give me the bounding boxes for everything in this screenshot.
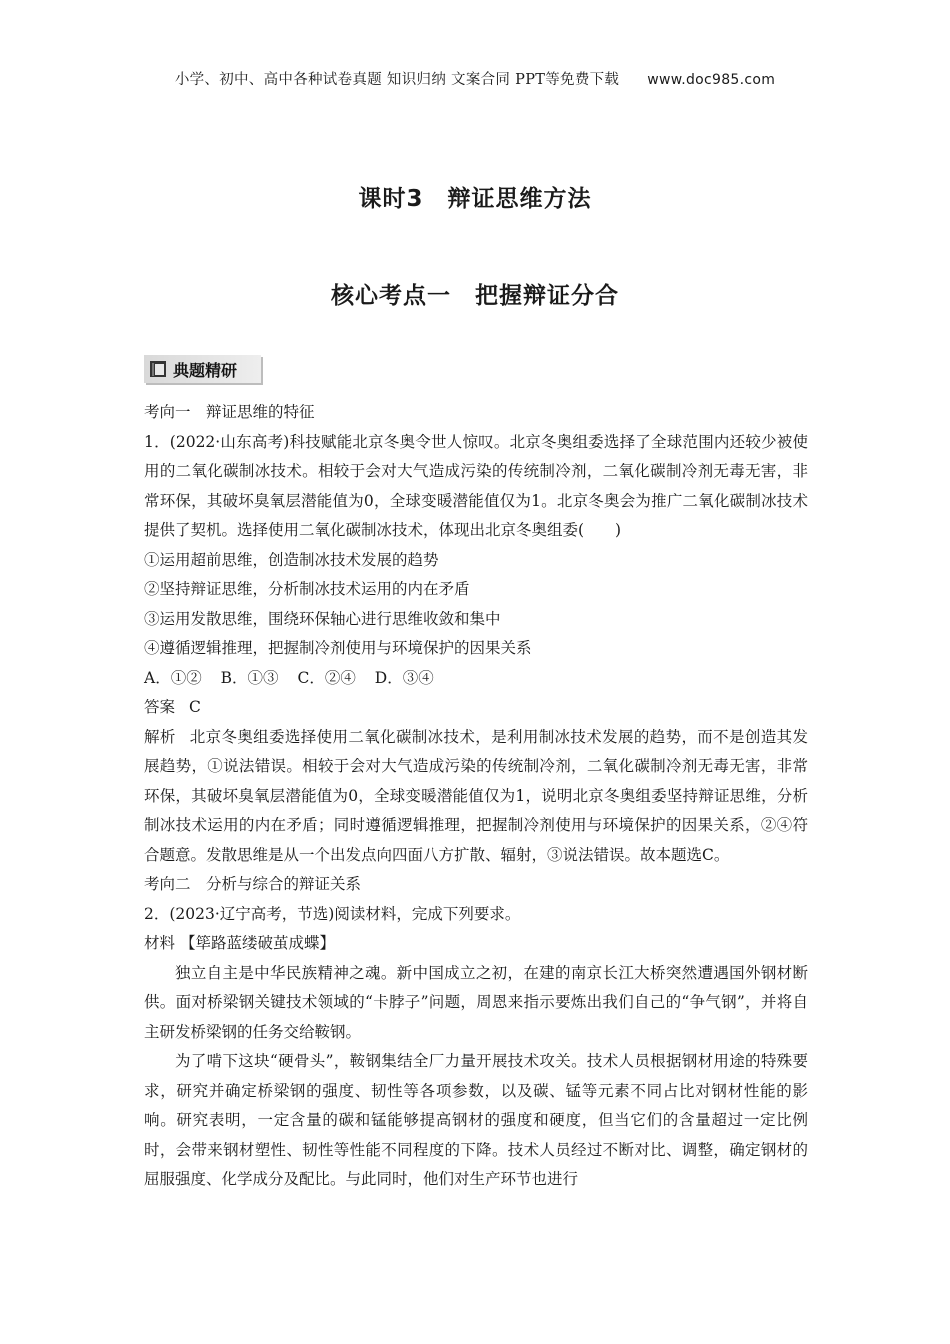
answer-line [144,693,808,723]
option-a: A．①② [144,668,202,687]
direction-heading-2: 考向二 分析与综合的辩证关系 [144,875,362,893]
material-paragraph: 独立自主是中华民族精神之魂。新中国成立之初，在建的南京长江大桥突然遭遇国外钢材断供。面对桥梁钢关键技术领域的“卡脖子”问题，周恩来指示要炼出我们自己的“争气钢”，并将自主研发桥梁钢的任务交给鞍钢。 [144,963,808,1041]
choice-item: ④遵循逻辑推理，把握制冷剂使用与环境保护的因果关系 [144,639,532,657]
page-header [0,68,950,89]
option-c: C．②④ [297,668,356,687]
direction-heading-1: 考向一 辩证思维的特征 [144,403,315,421]
choice-item: ③运用发散思维，围绕环保轴心进行思维收敛和集中 [144,609,501,628]
analysis-paragraph [144,723,808,871]
badge-label: 典题精研 [173,360,238,380]
section-title: 核心考点一 把握辩证分合 [331,283,619,309]
option-d: D．③④ [374,668,434,687]
option-b: B．①③ [220,668,279,687]
choice-item: ②坚持辩证思维，分析制冰技术运用的内在矛盾 [144,580,470,598]
analysis-label: 解析 [144,727,176,746]
material-paragraph: 为了啃下这块“硬骨头”，鞍钢集结全厂力量开展技术攻关。技术人员根据钢材用途的特殊要求，研究并确定桥梁钢的强度、韧性等各项参数，以及碳、锰等元素不同占比对钢材性能的影响。研究表明，一定含量的碳和锰能够提高钢材的强度和硬度，但当它们的含量超过一定比例时，会带来钢材塑性、韧性等性能不同程度的下降。技术人员经过不断对比、调整，确定钢材的屈服强度、化学成分及配比。与此同时，他们对生产环节也进行 [144,1052,808,1188]
document-body [144,398,808,1195]
header-text: 小学、初中、高中各种试卷真题 知识归纳 文案合同 PPT等免费下载 [174,72,620,88]
page-title: 课时3 辩证思维方法 [358,186,592,212]
analysis-text: 北京冬奥组委选择使用二氧化碳制冰技术，是利用制冰技术发展的趋势，而不是创造其发展趋势，①说法错误。相较于会对大气造成污染的传统制冷剂，二氧化碳制冷剂无毒无害，非常环保，其破坏臭氧层潜能值为0，全球变暖潜能值仅为1，说明北京冬奥组委坚持辩证思维，分析制冰技术运用的内在矛盾；同时遵循逻辑推理，把握制冷剂使用与环境保护的因果关系，②④符合题意。发散思维是从一个出发点向四面八方扩散、辐射，③说法错误。故本题选C。 [144,727,808,864]
header-site-link[interactable]: www.doc985.com [647,72,776,88]
answer-label: 答案 [144,698,176,716]
section-badge [144,355,261,383]
material-line [144,929,808,959]
material-title: 【筚路蓝缕破茧成蝶】 [179,934,335,952]
material-label: 材料 [144,934,176,952]
book-icon [148,359,168,379]
answer-value: C [189,698,201,716]
choice-item: ①运用超前思维，创造制冰技术发展的趋势 [144,550,439,569]
answer-options [144,664,808,694]
question-2-stem: 2．(2023·辽宁高考，节选)阅读材料，完成下列要求。 [144,904,521,923]
question-1-stem: 1．(2022·山东高考)科技赋能北京冬奥令世人惊叹。北京冬奥组委选择了全球范围内还较少被使用的二氧化碳制冰技术。相较于会对大气造成污染的传统制冷剂，二氧化碳制冷剂无毒无害，非常环保，其破坏臭氧层潜能值为0，全球变暖潜能值仅为1。北京冬奥会为推广二氧化碳制冰技术提供了契机。选择使用二氧化碳制冰技术，体现出北京冬奥组委( ) [144,432,808,539]
